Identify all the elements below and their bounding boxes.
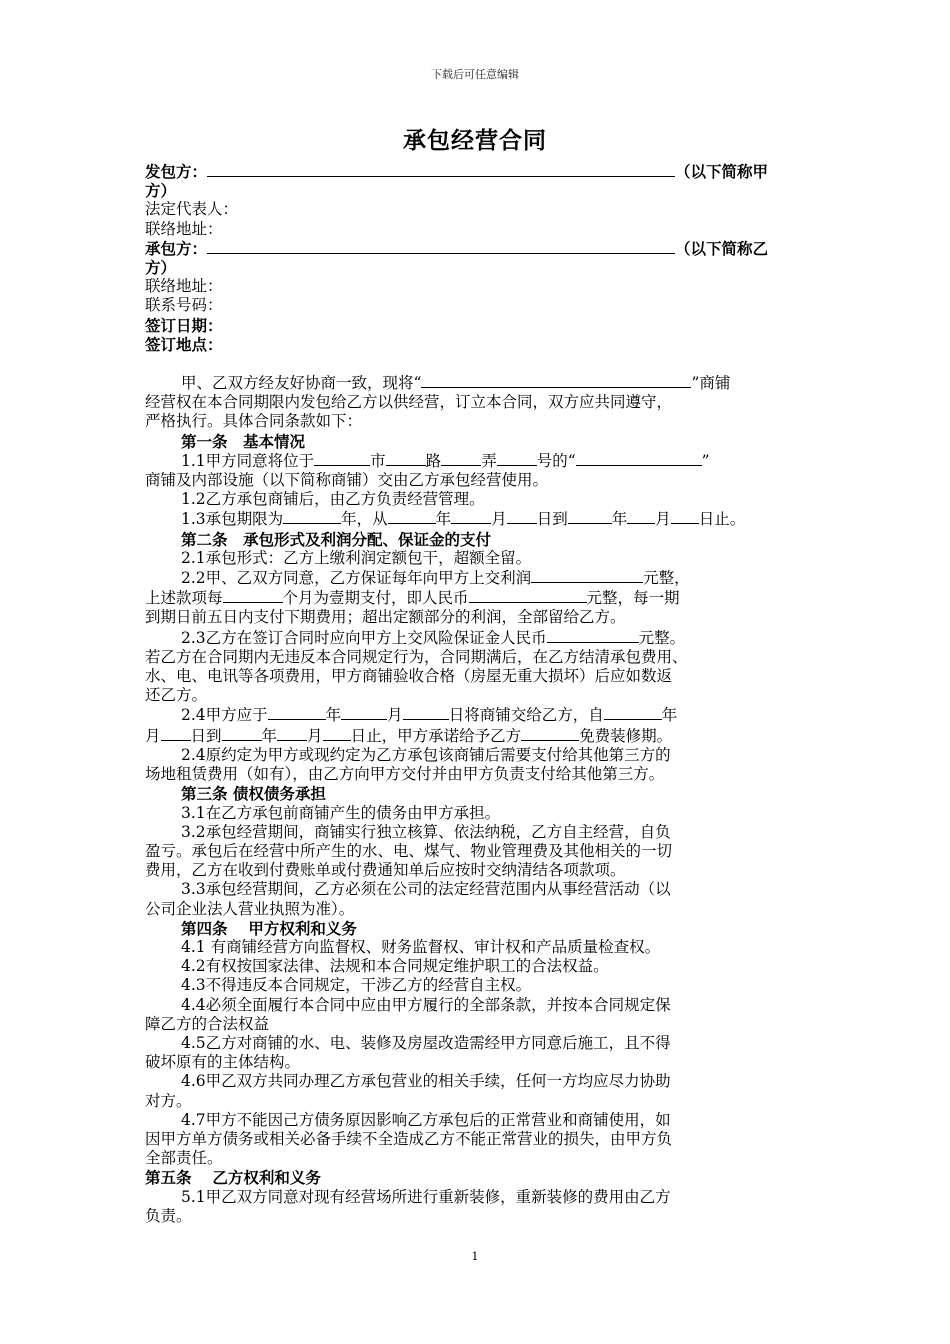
document-title: 承包经营合同 (403, 127, 547, 154)
clause-line: 破坏原有的主体结构。 (145, 1053, 301, 1072)
article-heading: 第三条 债权债务承担 (181, 784, 326, 804)
blank-field (469, 588, 587, 603)
article-heading: 第二条 承包形式及利润分配、保证金的支付 (181, 529, 492, 549)
blank-field (161, 726, 191, 741)
clause-line: 5.1甲乙双方同意对现有经营场所进行重新装修，重新装修的费用由乙方 (181, 1187, 671, 1206)
clause-line: 1.1甲方同意将位于 市 路 弄 号的“ ” (181, 451, 710, 470)
party-a-line: 发包方： （以下简称甲 (145, 162, 769, 181)
blank-field (283, 509, 341, 524)
clause-line: 2.3乙方在签订合同时应向甲方上交风险保证金人民币 元整。 (181, 628, 686, 647)
clause-line: 月 日到 年 月 日止，甲方承诺给予乙方 免费装修期。 (145, 726, 673, 745)
sign-place-line: 签订地点： (145, 334, 223, 354)
clause-line: 全部责任。 (145, 1149, 223, 1168)
clause-line: 盈亏。承包后在经营中所产生的水、电、煤气、物业管理费及其他相关的一切 (145, 841, 673, 860)
party-b-wrap: 方） (145, 258, 177, 278)
clause-line: 对方。 (145, 1091, 192, 1110)
clause-line: 4.2有权按国家法律、法规和本合同规定维护职工的合法权益。 (181, 957, 609, 976)
blank-field (451, 509, 491, 524)
clause-line: 场地租赁费用（如有），由乙方向甲方交付并由甲方负责支付给其他第三方。 (145, 765, 665, 784)
blank-field (531, 568, 643, 583)
clause-line: 商铺及内部设施（以下简称商铺）交由乙方承包经营使用。 (145, 471, 549, 490)
blank-field (268, 705, 326, 720)
blank-field (671, 509, 699, 524)
clause-line: 障乙方的合法权益 (145, 1014, 270, 1033)
clause-line: 水、电、电讯等各项费用，甲方商铺验收合格（房屋无重大损坏）后应如数返 (145, 667, 673, 686)
legal-rep-line: 法定代表人： (145, 200, 239, 219)
party-b-address-line: 联络地址： (145, 277, 223, 296)
page-number: 1 (471, 1250, 479, 1263)
clause-line: 4.3不得违反本合同规定，干涉乙方的经营自主权。 (181, 976, 532, 995)
blank-field (507, 509, 537, 524)
contract-body (145, 162, 807, 1226)
blank-field (568, 509, 612, 524)
article-heading: 第四条 甲方权利和义务 (181, 918, 357, 938)
clause-line: 4.7甲方不能因己方债务原因影响乙方承包后的正常营业和商铺使用，如 (181, 1110, 671, 1129)
clause-line: 负责。 (145, 1206, 192, 1225)
clause-line: 2.2甲、乙双方同意，乙方保证每年向甲方上交利润 元整， (181, 569, 690, 588)
clause-line: 到期日前五日内支付下期费用；超出定额部分的利润，全部留给乙方。 (145, 608, 626, 627)
blank-field (388, 509, 436, 524)
clause-line: 2.1承包形式：乙方上缴利润定额包干，超额全留。 (181, 548, 532, 567)
party-b-phone-line: 联系号码： (145, 296, 223, 315)
blank-field (207, 162, 675, 177)
clause-line: 1.3承包期限为 年，从 年 月 日到 年 月 日止。 (181, 510, 746, 529)
article-heading: 第一条 基本情况 (181, 431, 306, 451)
preamble-line: 甲、乙双方经友好协商一致，现将“ ”商铺 (181, 374, 731, 393)
clause-line: 上述款项每 个月为壹期支付，即人民币 元整，每一期 (145, 589, 680, 608)
preamble-line: 经营权在本合同期限内发包给乙方以供经营，订立本合同，双方应共同遵守， (145, 393, 673, 412)
blank-field (277, 726, 307, 741)
party-a-address-line: 联络地址： (145, 219, 223, 238)
blank-field (314, 451, 370, 466)
clause-line: 2.4原约定为甲方或现约定为乙方承包该商铺后需要支付给其他第三方的 (181, 745, 671, 764)
clause-line: 1.2乙方承包商铺后，由乙方负责经营管理。 (181, 490, 485, 509)
clause-line: 4.4必须全面履行本合同中应由甲方履行的全部条款，并按本合同规定保 (181, 995, 671, 1014)
clause-line: 3.3承包经营期间，乙方必须在公司的法定经营范围内从事经营活动（以 (181, 880, 671, 899)
blank-field (576, 451, 702, 466)
blank-field (386, 451, 426, 466)
clause-line: 4.6甲乙双方共同办理乙方承包营业的相关手续，任何一方均应尽力协助 (181, 1072, 671, 1091)
blank-field (222, 726, 262, 741)
clause-line: 若乙方在合同期内无违反本合同规定行为，合同期满后，在乙方结清承包费用、 (145, 647, 688, 666)
blank-field (521, 726, 579, 741)
blank-field (497, 451, 537, 466)
clause-line: 3.1在乙方承包前商铺产生的债务由甲方承担。 (181, 803, 501, 822)
clause-line: 2.4甲方应于 年 月 日将商铺交给乙方，自 年 (181, 706, 678, 725)
party-a-wrap: 方） (145, 181, 177, 201)
article-heading: 第五条 乙方权利和义务 (145, 1168, 321, 1188)
blank-field (627, 509, 655, 524)
blank-field (323, 726, 351, 741)
clause-line: 4.5乙方对商铺的水、电、装修及房屋改造需经甲方同意后施工，且不得 (181, 1033, 671, 1052)
blank-field (421, 373, 691, 388)
clause-line: 4.1 有商铺经营方向监督权、财务监督权、审计权和产品质量检查权。 (181, 937, 661, 956)
blank-field (604, 705, 662, 720)
sign-date-line: 签订日期： (145, 315, 223, 335)
blank-field (547, 628, 639, 643)
blank-field (223, 588, 283, 603)
clause-line: 还乙方。 (145, 686, 208, 705)
clause-line: 公司企业法人营业执照为准）。 (145, 899, 355, 918)
clause-line: 3.2承包经营期间，商铺实行独立核算、依法纳税，乙方自主经营，自负 (181, 822, 671, 841)
blank-field (403, 705, 449, 720)
preamble-line: 严格执行。具体合同条款如下： (145, 412, 363, 431)
clause-line: 费用，乙方在收到付费账单或付费通知单后应按时交纳清结各项款项。 (145, 861, 626, 880)
clause-line: 因甲方单方债务或相关必备手续不全造成乙方不能正常营业的损失，由甲方负 (145, 1129, 673, 1148)
blank-field (441, 451, 481, 466)
header-note: 下载后可任意编辑 (431, 68, 519, 81)
party-b-line: 承包方： （以下简称乙 (145, 238, 769, 258)
blank-field (207, 239, 675, 254)
blank-field (341, 705, 387, 720)
